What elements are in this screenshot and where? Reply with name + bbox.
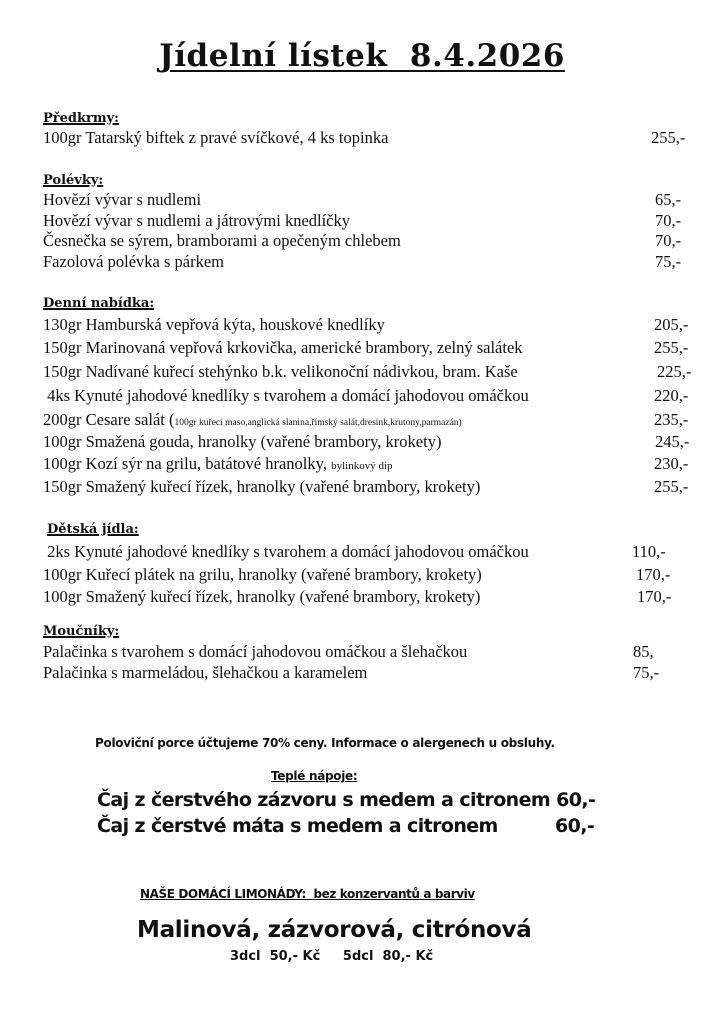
item-price: 255,- — [654, 338, 689, 357]
hot-drink-price: 60,- — [555, 815, 595, 837]
section-heading: Předkrmy: — [43, 111, 119, 126]
item-price: 70,- — [655, 231, 682, 250]
lemonades-heading: NAŠE DOMÁCÍ LIMONÁDY: bez konzervantů a barviv — [140, 887, 475, 901]
item-price: 255,- — [651, 128, 686, 147]
section-heading: Moučníky: — [43, 624, 120, 639]
hot-drink-item: Čaj z čerstvé máta s medem a citronem — [97, 815, 498, 837]
section-detska-jidla — [43, 521, 703, 608]
menu-item — [43, 252, 703, 273]
item-name: Hovězí vývar s nudlemi — [43, 190, 202, 209]
menu-item — [43, 231, 703, 252]
item-price: 85, — [633, 642, 654, 661]
menu-item — [43, 128, 703, 149]
menu-item — [43, 662, 703, 683]
section-polevky — [43, 172, 703, 272]
item-price: 65,- — [655, 190, 682, 209]
item-name: 200gr Cesare salát ( — [43, 410, 175, 429]
item-price: 225,- — [657, 362, 692, 381]
item-name: 150gr Smažený kuřecí řízek, hranolky (vařené brambory, krokety) — [43, 477, 481, 496]
item-detail: bylinkový dip — [331, 460, 393, 472]
item-price: 70,- — [655, 210, 682, 230]
item-name: 100gr Kozí sýr na grilu, batátové hranolky, — [43, 454, 332, 473]
item-name: 100gr Kuřecí plátek na grilu, hranolky (vařené brambory, krokety) — [43, 565, 482, 584]
section-heading: Dětská jídla: — [47, 522, 139, 537]
item-price: 110,- — [632, 542, 666, 561]
menu-item — [43, 586, 703, 608]
item-name: 100gr Smažený kuřecí řízek, hranolky (vařené brambory, krokety) — [43, 587, 481, 606]
item-name: 100gr Tatarský biftek z pravé svíčkové, 4 ks topinka — [43, 128, 389, 147]
item-price: 205,- — [654, 315, 689, 334]
menu-item — [43, 539, 703, 564]
item-price: 170,- — [636, 565, 671, 584]
menu-item — [43, 211, 703, 232]
menu-item — [43, 360, 703, 384]
half-portion-note: Poloviční porce účtujeme 70% ceny. Informace o alergenech u obsluhy. — [95, 736, 555, 750]
item-price: 245,- — [655, 432, 690, 451]
item-name: Palačinka s tvarohem s domácí jahodovou omáčkou a šlehačkou — [43, 642, 468, 661]
hot-drink-item: Čaj z čerstvého zázvoru s medem a citronem 60,- — [97, 789, 596, 811]
menu-item — [43, 408, 703, 431]
section-heading: Denní nabídka: — [43, 296, 155, 311]
menu-item — [43, 431, 703, 453]
item-name: 4ks Kynuté jahodové knedlíky s tvarohem a domácí jahodovou omáčkou — [43, 386, 529, 405]
menu-item — [43, 384, 703, 408]
item-price: 170,- — [637, 587, 672, 606]
item-name: Palačinka s marmeládou, šlehačkou a karamelem — [43, 663, 368, 682]
menu-item — [43, 564, 703, 586]
section-heading: Polévky: — [43, 173, 104, 188]
item-price: 230,- — [654, 454, 689, 473]
menu-item — [43, 641, 703, 662]
item-price: 255,- — [654, 477, 689, 496]
item-name: Česnečka se sýrem, bramborami a opečeným chlebem — [43, 231, 401, 250]
menu-item — [43, 336, 703, 360]
item-detail: 100gr kuřecí maso,anglická slanina,římský salát,dresink,krutony,parmazán) — [174, 418, 462, 428]
item-price: 75,- — [655, 251, 682, 271]
item-name: Fazolová polévka s párkem — [43, 251, 224, 271]
item-price: 75,- — [633, 663, 660, 682]
lemonade-flavors: Malinová, zázvorová, citrónová — [137, 917, 532, 943]
page-title — [0, 38, 724, 74]
item-price: 220,- — [654, 386, 689, 405]
item-name-wrap — [43, 453, 393, 477]
item-name: 150gr Marinovaná vepřová krkovička, americké brambory, zelný salátek — [43, 338, 523, 357]
item-price: 235,- — [654, 410, 689, 429]
section-predkrmy — [43, 110, 703, 149]
menu-item — [43, 453, 703, 475]
menu-item — [43, 190, 703, 211]
section-denni-nabidka — [43, 295, 703, 499]
item-name: 100gr Smažená gouda, hranolky (vařené brambory, krokety) — [43, 432, 442, 451]
item-name: Hovězí vývar s nudlemi a játrovými knedlíčky — [43, 210, 351, 230]
title-text: Jídelní lístek 8.4.2026 — [159, 38, 565, 74]
section-moucniky — [43, 623, 703, 683]
lemonade-sizes: 3dcl 50,- Kč 5dcl 80,- Kč — [230, 949, 434, 964]
menu-item — [43, 475, 703, 499]
item-name: 2ks Kynuté jahodové knedlíky s tvarohem a domácí jahodovou omáčkou — [43, 542, 529, 561]
item-name: 130gr Hamburská vepřová kýta, houskové knedlíky — [43, 315, 385, 334]
hot-drinks-heading: Teplé nápoje: — [271, 769, 358, 783]
menu-item — [43, 313, 703, 336]
item-name: 150gr Nadívané kuřecí stehýnko b.k. velikonoční nádivkou, bram. Kaše — [43, 362, 518, 381]
